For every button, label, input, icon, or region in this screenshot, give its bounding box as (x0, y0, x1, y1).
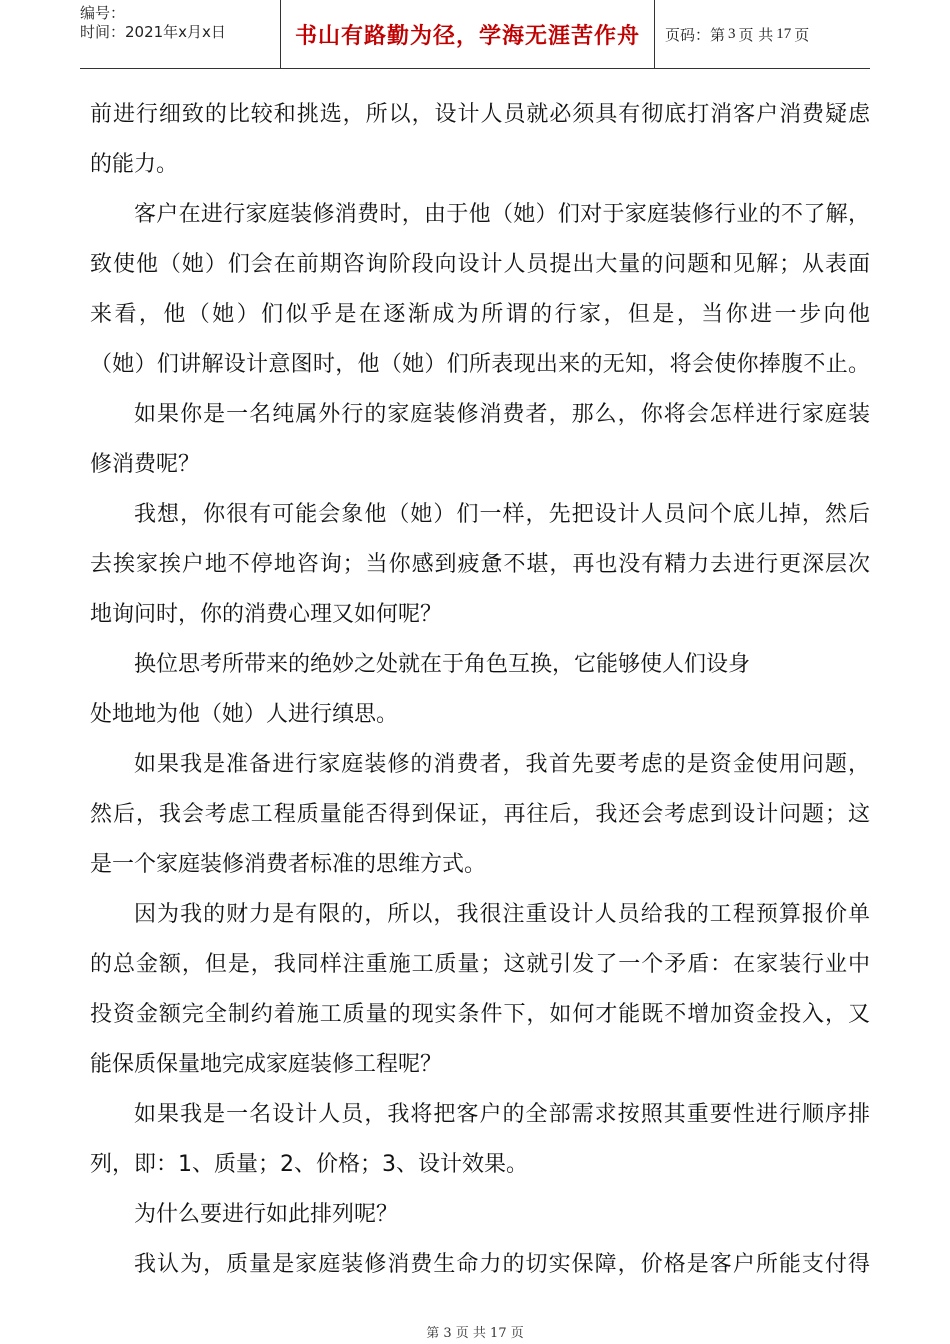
text-line: （她）们讲解设计意图时，他（她）们所表现出来的无知，将会使你捧腹不止。 (90, 352, 870, 377)
text-line: 是一个家庭装修消费者标准的思维方式。 (90, 852, 487, 877)
text-line: 我想，你很有可能会象他（她）们一样，先把设计人员问个底儿掉，然后 (134, 502, 870, 527)
text-line: 如果你是一名纯属外行的家庭装修消费者，那么，你将会怎样进行家庭装 (134, 402, 870, 427)
text-line: 的能力。 (90, 152, 179, 177)
text-line: 致使他（她）们会在前期咨询阶段向设计人员提出大量的问题和见解；从表面 (90, 252, 870, 277)
page-prefix: 页码：第 (665, 25, 726, 44)
page-mid: 页 共 (738, 25, 774, 44)
text-line: 来看，他（她）们似乎是在逐渐成为所谓的行家，但是，当你进一步向他 (90, 302, 870, 327)
page-number: 3 (728, 25, 736, 42)
text-line: 去挨家挨户地不停地咨询；当你感到疲惫不堪，再也没有精力去进行更深层次 (90, 552, 870, 577)
text-line: 客户在进行家庭装修消费时，由于他（她）们对于家庭装修行业的不了解， (134, 202, 870, 227)
text-line: 如果我是一名设计人员，我将把客户的全部需求按照其重要性进行顺序排 (134, 1102, 870, 1127)
page-total: 17 (776, 25, 792, 42)
page-header (80, 0, 870, 69)
text-line: 投资金额完全制约着施工质量的现实条件下，如何才能既不增加资金投入，又 (90, 1002, 870, 1027)
text-line: 然后，我会考虑工程质量能否得到保证，再往后，我还会考虑到设计问题；这 (90, 802, 870, 827)
page-suffix: 页 (794, 25, 810, 44)
text-line: 我认为，质量是家庭装修消费生命力的切实保障，价格是客户所能支付得 (134, 1252, 870, 1277)
serial-label: 编号： (80, 4, 126, 22)
text-line: 为什么要进行如此排列呢？ (134, 1202, 399, 1227)
page-footer: 第 3 页 共 17 页 (426, 1326, 524, 1341)
text-line: 能保质保量地完成家庭装修工程呢？ (90, 1052, 443, 1077)
text-line: 列，即：1、质量；2、价格；3、设计效果。 (90, 1152, 528, 1177)
text-line: 修消费呢？ (90, 452, 201, 477)
text-line: 地询问时，你的消费心理又如何呢？ (90, 602, 443, 627)
header-motto: 书山有路勤为径，学海无涯苦作舟 (281, 0, 655, 68)
header-page-info (655, 0, 870, 68)
text-line: 如果我是准备进行家庭装修的消费者，我首先要考虑的是资金使用问题， (134, 752, 870, 777)
text-line: 换位思考所带来的绝妙之处就在于角色互换，它能够使人们设身 (134, 652, 751, 677)
text-line: 因为我的财力是有限的，所以，我很注重设计人员给我的工程预算报价单 (134, 902, 870, 927)
time-label: 时间：2021年x月x日 (80, 23, 226, 41)
text-line: 处地地为他（她）人进行缜思。 (90, 702, 399, 727)
document-body (90, 90, 870, 1290)
text-line: 前进行细致的比较和挑选，所以，设计人员就必须具有彻底打消客户消费疑虑 (90, 102, 870, 127)
text-line: 的总金额，但是，我同样注重施工质量；这就引发了一个矛盾：在家装行业中 (90, 952, 870, 977)
header-meta (80, 0, 281, 68)
